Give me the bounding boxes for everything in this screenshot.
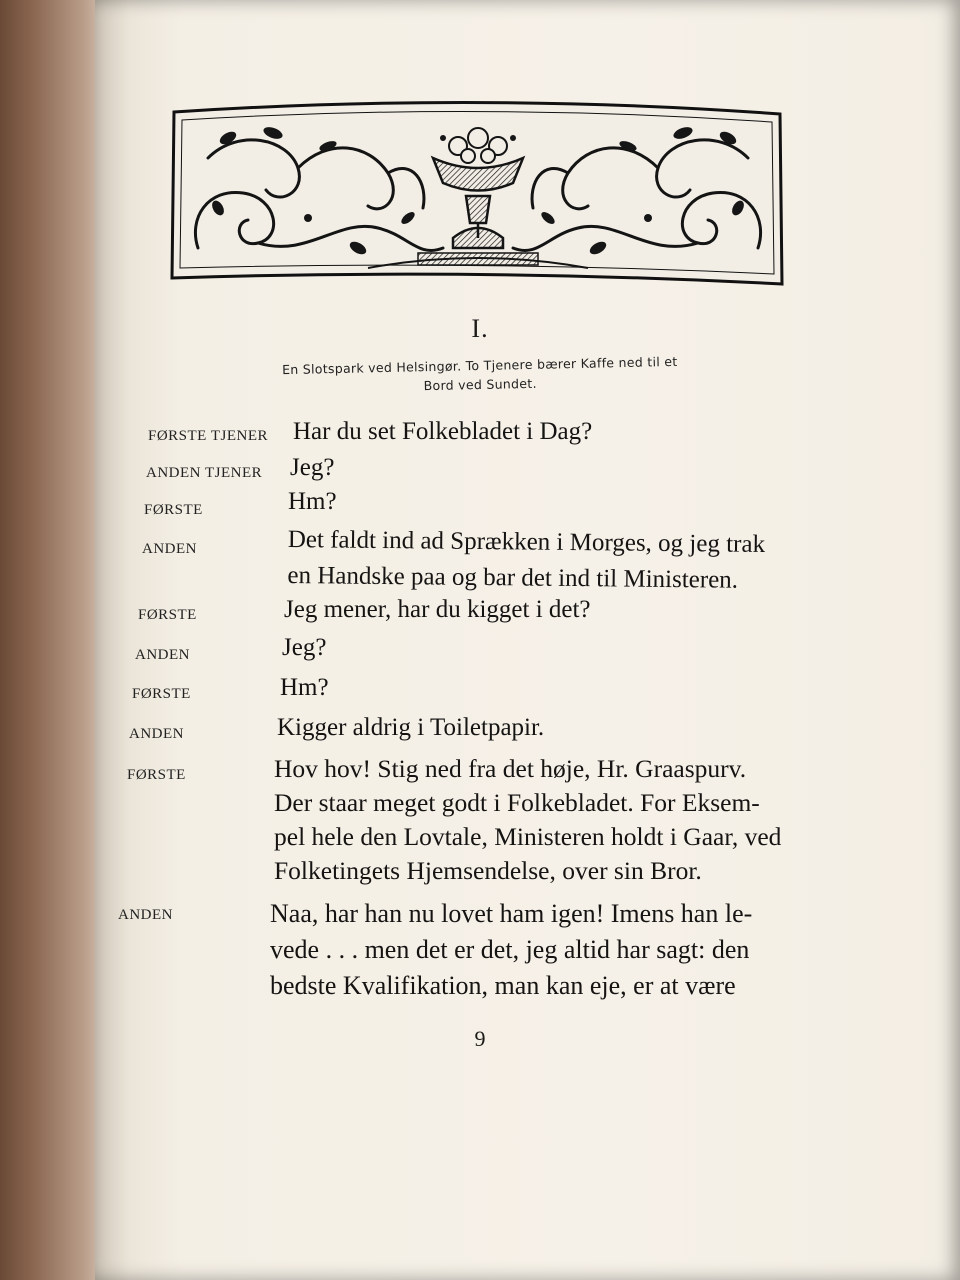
speech-row: Det faldt ind ad Sprækken i Morges, og jeg trak: [287, 525, 766, 558]
speaker-name: ANDEN: [129, 726, 184, 742]
speech-text: [288, 484, 337, 520]
speaker-name: ANDEN: [118, 907, 173, 923]
stage-direction-line: En Slotspark ved Helsingør. To Tjenere bærer Kaffe ned til et: [281, 353, 678, 378]
speaker-name: ANDEN: [135, 647, 190, 663]
page-number: 9: [474, 1026, 486, 1051]
speech-row: Jeg?: [282, 634, 327, 661]
speech-text: [270, 896, 752, 1004]
speech-row: en Handske paa og bar det ind til Ministeren.: [287, 561, 739, 594]
speech-text: [287, 522, 765, 599]
speech-text: [284, 592, 591, 628]
speech-row: bedste Kvalifikation, man kan eje, er at være: [270, 971, 736, 1000]
speech-row: pel hele den Lovtale, Ministeren holdt i Gaar, ved: [274, 822, 782, 851]
speaker-name: FØRSTE: [144, 502, 203, 518]
speaker-name: FØRSTE: [138, 607, 197, 623]
speech-text: [280, 670, 329, 706]
stage-direction-line: Bord ved Sundet.: [423, 375, 537, 394]
speech-text: [282, 630, 326, 666]
speech-row: Har du set Folkebladet i Dag?: [293, 418, 593, 445]
speech-row: Jeg mener, har du kigget i det?: [284, 596, 591, 623]
speech-text: [274, 752, 781, 888]
speech-text: [290, 450, 334, 486]
speaker-name: FØRSTE: [127, 767, 186, 783]
speech-row: Der staar meget godt i Folkebladet. For Eksem-: [274, 788, 760, 817]
speech-row: vede . . . men det er det, jeg altid har sagt: den: [270, 935, 750, 964]
act-number: I.: [471, 314, 489, 343]
speaker-name: FØRSTE TJENER: [148, 428, 268, 444]
speaker-name: ANDEN: [142, 541, 197, 557]
speech-row: Hm?: [280, 674, 329, 701]
speech-row: Naa, har han nu lovet ham igen! Imens han le-: [270, 899, 753, 928]
speech-text: [277, 710, 544, 746]
speech-text: [293, 414, 592, 450]
speech-row: Jeg?: [290, 454, 335, 481]
speech-row: Folketingets Hjemsendelse, over sin Bror.: [274, 856, 702, 885]
speech-row: Hov hov! Stig ned fra det høje, Hr. Graaspurv.: [274, 754, 747, 783]
speech-row: Kigger aldrig i Toiletpapir.: [277, 714, 545, 741]
speaker-name: FØRSTE: [132, 686, 191, 702]
speaker-name: ANDEN TJENER: [146, 465, 263, 481]
speech-row: Hm?: [288, 488, 337, 515]
